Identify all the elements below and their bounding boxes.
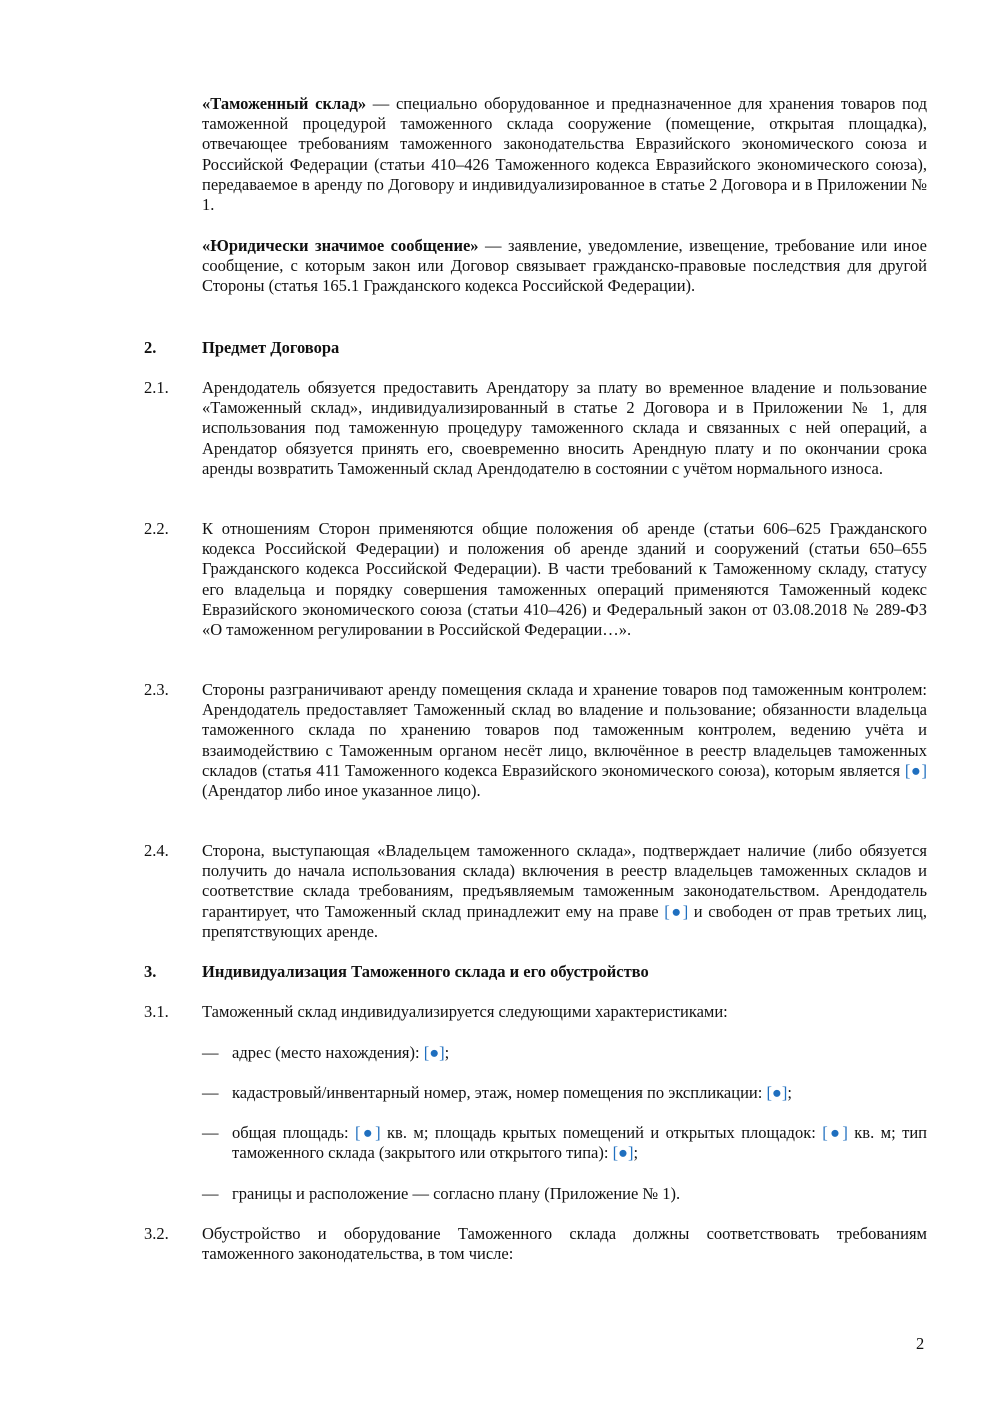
section-number: 2. — [144, 338, 157, 357]
clause-3-2-text: Обустройство и оборудование Таможенного склада должны соответствовать требованиям таможенного законодательства, в том числе: — [202, 1224, 927, 1264]
page-number: 2 — [916, 1334, 925, 1353]
dash-bullet: — — [202, 1043, 219, 1062]
section-number: 3. — [144, 962, 157, 981]
list-item-text: кв. м; площадь крытых помещений и открытых площадок: — [380, 1123, 823, 1142]
definition-customs-warehouse — [202, 94, 927, 215]
placeholder-field[interactable]: [●] — [822, 1123, 848, 1142]
dash-bullet: — — [202, 1123, 219, 1142]
clause-number: 3.1. — [144, 1002, 169, 1021]
list-item — [202, 1184, 927, 1204]
placeholder-field[interactable]: [●] — [904, 760, 927, 780]
clause-number: 2.3. — [144, 680, 169, 699]
definition-term: «Таможенный склад» — [202, 94, 367, 113]
list-item-text: кв. м; тип таможенного склада (закрытого или открытого типа): — [232, 1123, 927, 1163]
list-item — [202, 1123, 927, 1163]
placeholder-field[interactable]: [●] — [423, 1043, 445, 1062]
dash-bullet: — — [202, 1083, 219, 1102]
clause-text: Сторона, выступающая «Владельцем таможенного склада», подтверждает наличие (либо обязуется получить до начала использования склада) включения в реестр владельцев таможенных складов и соответствие склада требованиям, предъявляемым таможенным законодательством. Арендодатель гарантирует, что Таможенный склад принадлежит ему на праве — [202, 841, 927, 921]
list-item-text: кадастровый/инвентарный номер, этаж, номер помещения по экспликации: — [232, 1083, 767, 1102]
list-item-text: ; — [787, 1083, 792, 1102]
definition-text: — заявление, уведомление, извещение, требование или иное сообщение, с которым закон или Договор связывает гражданско-правовые последствия для другой Стороны (статья 165.1 Гражданского кодекса Российской Федерации). — [202, 236, 927, 296]
clause-number: 2.1. — [144, 378, 169, 397]
clause-text: и свободен от прав третьих лиц, препятствующих аренде. — [202, 901, 927, 941]
clause-number: 2.2. — [144, 519, 169, 538]
clause-text: Стороны разграничивают аренду помещения склада и хранение товаров под таможенным контролем: Арендодатель предоставляет Таможенный склад во владение и пользование; обязанности владельца таможенного склада по хранению товаров под таможенным контролем, ведению учёта и взаимодействию с Таможенным органом несёт лицо, включённое в реестр владельцев таможенных складов (статья 411 Таможенного кодекса Евразийского экономического союза), которым является — [202, 680, 927, 780]
list-item-text: адрес (место нахождения): — [232, 1043, 424, 1062]
clause-2-1-text: Арендодатель обязуется предоставить Арендатору за плату во временное владение и пользование «Таможенный склад», индивидуализированный в статье 2 Договора и в Приложении № 1, для использования под таможенную процедуру таможенного склада и связанных с ней операций, а Арендатор обязуется принять его, своевременно вносить Арендную плату и по окончании срока аренды возвратить Таможенный склад Арендодателю в состоянии с учётом нормального износа. — [202, 378, 927, 478]
list-item-text: ; — [444, 1043, 450, 1062]
list-item — [202, 1043, 927, 1063]
dash-bullet: — — [202, 1184, 219, 1203]
placeholder-field[interactable]: [●] — [766, 1083, 788, 1102]
list-item-text: ; — [633, 1143, 639, 1163]
section-title: Индивидуализация Таможенного склада и его обустройство — [202, 962, 649, 981]
section-title: Предмет Договора — [202, 338, 340, 357]
definition-legal-message — [202, 236, 927, 297]
clause-2-4-text — [202, 841, 927, 942]
clause-2-3-text — [202, 680, 927, 801]
definition-term: «Юридически значимое сообщение» — [202, 236, 479, 255]
section-heading-3 — [144, 962, 649, 982]
clause-number: 2.4. — [144, 841, 169, 860]
clause-text: (Арендатор либо иное указанное лицо). — [202, 781, 481, 801]
section-heading-2 — [144, 338, 340, 358]
clause-2-2-text: К отношениям Сторон применяются общие положения об аренде (статьи 606–625 Гражданского кодекса Российской Федерации) и положения об аренде зданий и сооружений (статьи 650–655 Гражданского кодекса Российской Федерации). В части требований к Таможенному складу, статусу его владельца и порядку совершения таможенных операций применяются Таможенный кодекс Евразийского экономического союза (статьи 410–426) и Федеральный закон от 03.08.2018 № 289-ФЗ «О таможенном регулировании в Российской Федерации…». — [202, 519, 927, 640]
list-item — [202, 1083, 927, 1103]
placeholder-field[interactable]: [●] — [354, 1123, 381, 1142]
definition-text: — специально оборудованное и предназначенное для хранения товаров под таможенной процедурой таможенного склада сооружение (помещение, открытая площадка), отвечающее требованиям таможенного законодательства Евразийского экономического союза и Российской Федерации (статьи 410–426 Таможенного кодекса Евразийского экономического союза), передаваемое в аренду по Договору и индивидуализированное в статье 2 Договора и в Приложении № 1. — [202, 94, 927, 215]
list-item-text: общая площадь: — [232, 1123, 355, 1142]
placeholder-field[interactable]: [●] — [612, 1143, 634, 1163]
clause-number: 3.2. — [144, 1224, 169, 1243]
placeholder-field[interactable]: [●] — [664, 901, 689, 921]
clause-3-1-text: Таможенный склад индивидуализируется следующими характеристиками: — [202, 1002, 728, 1021]
list-item-text: границы и расположение — согласно плану (Приложение № 1). — [232, 1184, 681, 1203]
